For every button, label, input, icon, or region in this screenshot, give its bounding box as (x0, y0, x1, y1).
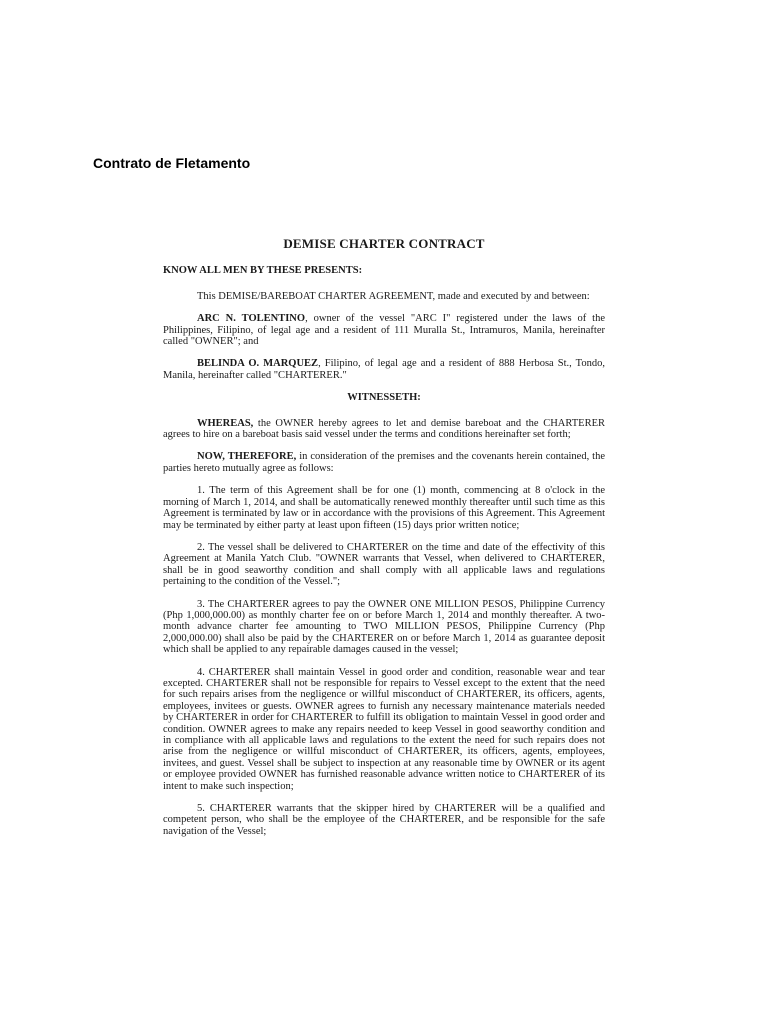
charterer-text: , Filipino, of legal age and a resident of 888 Herbosa St., Tondo, Manila, hereinafter called "CHARTERER." (163, 358, 605, 381)
owner-paragraph (163, 313, 605, 347)
now-therefore-paragraph (163, 451, 605, 474)
contract-page (163, 238, 605, 848)
intro-paragraph: This DEMISE/BAREBOAT CHARTER AGREEMENT, made and executed by and between: (197, 290, 590, 302)
charterer-name: BELINDA O. MARQUEZ (197, 358, 319, 370)
know-all-men: KNOW ALL MEN BY THESE PRESENTS: (163, 265, 363, 277)
charterer-paragraph (163, 358, 605, 381)
now-therefore-text: in consideration of the premises and the covenants herein contained, the parties hereto mutually agree as follows: (163, 451, 605, 474)
owner-name: ARC N. TOLENTINO (197, 313, 306, 325)
contract-heading: DEMISE CHARTER CONTRACT (283, 236, 485, 251)
whereas-label: WHEREAS, (197, 417, 254, 429)
whereas-paragraph (163, 418, 605, 441)
owner-text: , owner of the vessel "ARC I" registered under the laws of the Philippines, Filipino, of legal age and a resident of 111 Muralla St., Intramuros, Manila, hereinafter called "OWNER"; and (163, 313, 605, 348)
whereas-text: the OWNER hereby agrees to let and demise bareboat and the CHARTERER agrees to hire on a bareboat basis said vessel under the terms and conditions hereinafter set forth; (163, 417, 605, 441)
witnesseth-heading: WITNESSETH: (347, 392, 421, 404)
clause-3: 3. The CHARTERER agrees to pay the OWNER ONE MILLION PESOS, Philippine Currency (Php 1,000,000.00) as monthly charter fee on or before March 1, 2014 and monthly thereafter. A two-month advance charter fee amounting to TWO MILLION PESOS, Philippine Currency (Php 2,000,000.00) shall also be paid by the CHARTERER on or before March 1, 2014 as guarantee deposit which shall be applied to any repairable damages caused in the vessel; (163, 598, 605, 656)
clause-1: 1. The term of this Agreement shall be for one (1) month, commencing at 8 o'clock in the morning of March 1, 2014, and shall be automatically renewed monthly thereafter until such time as this Agreement is terminated by law or in accordance with the provisions of this Agreement. This Agreement may be terminated by either party at least upon fifteen (15) days prior written notice; (163, 485, 605, 531)
clause-4: 4. CHARTERER shall maintain Vessel in good order and condition, reasonable wear and tear excepted. CHARTERER shall not be responsible for repairs to Vessel except to the extent that the need for such repairs arises from the negligence or willful misconduct of CHARTERER, its officers, agents, employees, invitees or guests. OWNER agrees to furnish any necessary maintenance materials needed by CHARTERER in order for CHARTERER to fulfill its obligation to maintain Vessel in good order and condition. OWNER agrees to make any repairs needed to keep Vessel in good seaworthy condition and in compliance with all applicable laws and regulations to the extent the need for such repairs does not arise from the negligence or willful misconduct of CHARTERER, its officers, agents, employees, invitees, and guest. Vessel shall be subject to inspection at any reasonable time by OWNER or its agent or employee provided OWNER has furnished reasonable advance written notice to CHARTERER of its intent to make such inspection; (163, 666, 605, 792)
document-title: Contrato de Fletamento (93, 155, 251, 171)
now-therefore-label: NOW, THEREFORE, (197, 451, 297, 463)
clause-5: 5. CHARTERER warrants that the skipper hired by CHARTERER will be a qualified and competent person, who shall be the employee of the CHARTERER, and be responsible for the safe navigation of the Vessel; (163, 803, 605, 837)
clause-2: 2. The vessel shall be delivered to CHARTERER on the time and date of the effectivity of this Agreement at Manila Yatch Club. "OWNER warrants that Vessel, when delivered to CHARTERER, shall be in good seaworthy condition and shall comply with all applicable laws and regulations pertaining to the condition of the Vessel."; (163, 541, 605, 588)
